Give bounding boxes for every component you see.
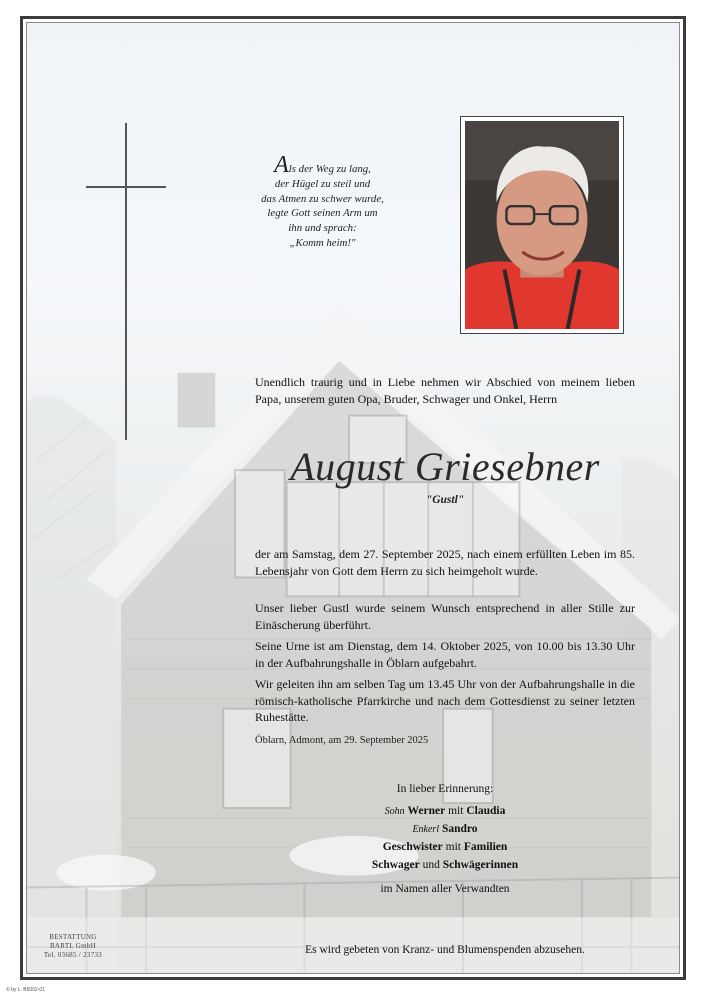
mourner-line: Geschwister mit Familien <box>382 841 508 853</box>
mourner-line: Schwager und Schwägerinnen <box>371 859 519 871</box>
mourner-line: Enkerl Sandro <box>412 823 478 835</box>
paragraph-urn-viewing: Seine Urne ist am Dienstag, dem 14. Oktober 2025, von 10.00 bis 13.30 Uhr in der Aufbahrungshalle in Öblarn aufgebahrt. <box>255 639 635 670</box>
poem-line: der Hügel zu steil und <box>274 177 371 190</box>
undertaker-info <box>40 933 106 960</box>
memory-title: In lieber Erinnerung: <box>396 783 494 795</box>
poem-line: ihn und sprach: <box>288 222 357 235</box>
poem-line: Als der Weg zu lang, <box>274 152 371 178</box>
print-code: © by L. B6002-01 <box>6 987 45 993</box>
deceased-name: August Griesebner <box>290 444 600 489</box>
paragraph-funeral-service: Wir geleiten ihn am selben Tag um 13.45 Uhr von der Aufbahrungshalle in die römisch-katholische Pfarrkirche und nach dem Gottesdienst zu seiner letzten Ruhestätte. <box>255 677 635 724</box>
cross-horizontal-bar <box>86 186 166 188</box>
poem <box>240 152 405 251</box>
undertaker-line: BESTATTUNG <box>49 933 97 941</box>
poem-line: das Atmen zu schwer wurde, <box>261 192 384 205</box>
poem-line: legte Gott seinen Arm um <box>267 207 378 220</box>
poem-line: „Komm heim!" <box>289 236 356 249</box>
paragraph-death-notice: der am Samstag, dem 27. September 2025, nach einem erfüllten Leben im 85. Lebensjahr von Gott dem Herrn zu sich heimgeholt wurde. <box>255 547 635 578</box>
undertaker-line: BARTL GmbH <box>49 942 97 950</box>
paragraph-cremation: Unser lieber Gustl wurde seinem Wunsch entsprechend in aller Stille zur Einäscherung überführt. <box>255 601 635 632</box>
intro-text: Unendlich traurig und in Liebe nehmen wir Abschied von meinem lieben Papa, unserem guten Opa, Bruder, Schwager und Onkel, Herrn <box>255 375 635 406</box>
cross-vertical-bar <box>125 123 127 440</box>
portrait-image <box>465 121 619 329</box>
mourner-closing: im Namen aller Verwandten <box>380 883 510 895</box>
mourner-line: Sohn Werner mit Claudia <box>384 805 506 817</box>
poem-dropcap: A <box>274 152 289 178</box>
portrait-photo <box>460 116 624 334</box>
flower-donation-note: Es wird gebeten von Kranz- und Blumenspenden abzusehen. <box>305 944 585 956</box>
deceased-nickname: "Gustl" <box>425 494 465 506</box>
undertaker-line: Tel. 03685 / 23733 <box>43 951 103 959</box>
place-date: Öblarn, Admont, am 29. September 2025 <box>255 735 429 746</box>
